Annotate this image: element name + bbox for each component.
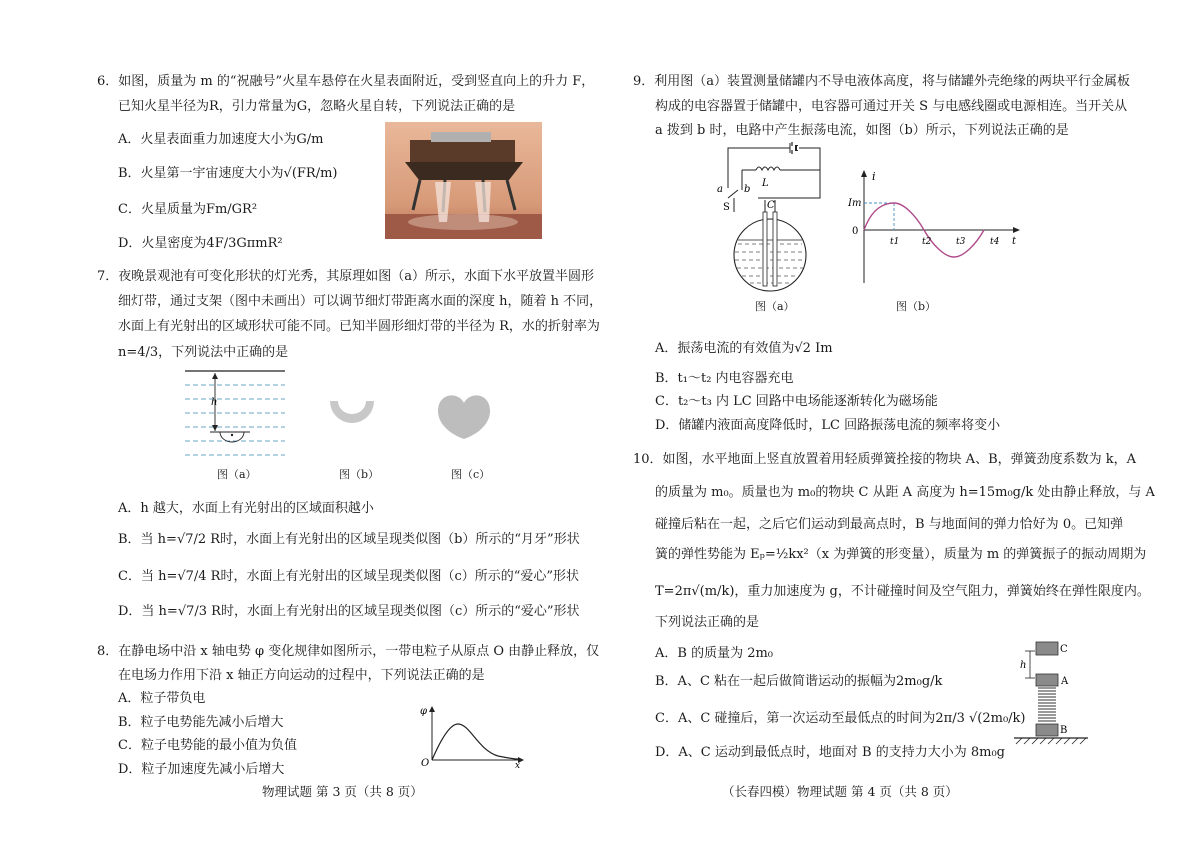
q8-label-o: O xyxy=(421,758,430,768)
q9-label-t2: t2 xyxy=(922,237,932,247)
q10-label-a: A xyxy=(1061,676,1069,687)
q9-line-3: a 拨到 b 时，电路中产生振荡电流，如图（b）所示，下列说法正确的是 xyxy=(655,123,1069,138)
q9-label-im: Im xyxy=(848,198,862,209)
q7-figure-c-heart xyxy=(436,393,492,441)
q9-figure-b-current-graph xyxy=(846,168,1024,288)
q9-option-c: C．t₂～t₃ 内 LC 回路中电场能逐渐转化为磁场能 xyxy=(655,394,938,409)
q8-label-x: x xyxy=(515,761,521,768)
q9-caption-a: 图（a） xyxy=(755,300,795,313)
q7-option-b: B．当 h=√7/2 R时，水面上有光射出的区域呈现类似图（b）所示的“月牙”形状 xyxy=(118,532,580,547)
q7-line-2: 细灯带，通过支架（图中未画出）可以调节细灯带距离水面的深度 h，随着 h 不同， xyxy=(118,294,603,309)
q9-option-d: D．储罐内液面高度降低时，LC 回路振荡电流的频率将变小 xyxy=(655,418,1001,433)
q9-option-b: B．t₁～t₂ 内电容器充电 xyxy=(655,371,794,386)
q10-option-b: B．A、C 粘在一起后做简谐运动的振幅为2m₀g/k xyxy=(655,674,943,689)
q10-option-a: A．B 的质量为 2m₀ xyxy=(655,646,774,661)
q9-label-t1: t1 xyxy=(890,237,900,247)
q8-line-1: 8．在静电场中沿 x 轴电势 φ 变化规律如图所示，一带电粒子从原点 O 由静止释放，仅 xyxy=(97,644,600,659)
q10-line-5: T=2π√(m/k)，重力加速度为 g，不计碰撞时间及空气阻力，弹簧始终在弹性限度内。 xyxy=(655,584,1150,599)
q7-label-h: h xyxy=(211,397,218,408)
q7-line-3: 水面上有光射出的区域形状可能不同。已知半圆形细灯带的半径为 R，水的折射率为 xyxy=(118,319,600,334)
q9-label-t4: t4 xyxy=(990,237,1000,247)
q10-option-d: D．A、C 运动到最低点时，地面对 B 的支持力大小为 8m₀g xyxy=(655,745,1005,760)
q9-label-a: a xyxy=(717,184,723,195)
q9-line-2: 构成的电容器置于储罐中，电容器可通过开关 S 与电感线圈或电源相连。当开关从 xyxy=(655,99,1128,114)
q8-label-phi: φ xyxy=(420,706,428,717)
q7-caption-c: 图（c） xyxy=(451,468,491,481)
q8-line-2: 在电场力作用下沿 x 轴正方向运动的过程中，下列说法正确的是 xyxy=(118,668,485,683)
q8-potential-graph xyxy=(418,702,528,768)
q9-label-l: L xyxy=(762,178,769,189)
q7-line-1: 7．夜晚景观池有可变化形状的灯光秀，其原理如图（a）所示，水面下水平放置半圆形 xyxy=(97,269,595,284)
q9-option-a: A．振荡电流的有效值为√2 Im xyxy=(655,341,833,356)
right-footer: （长春四模）物理试题 第 4 页（共 8 页） xyxy=(722,784,958,799)
q8-option-a: A．粒子带负电 xyxy=(118,691,206,706)
q7-line-4: n=4/3，下列说法中正确的是 xyxy=(118,345,289,360)
q8-option-d: D．粒子加速度先减小后增大 xyxy=(118,762,285,777)
q10-line-2: 的质量为 m₀。质量也为 m₀的物块 C 从距 A 高度为 h=15m₀g/k 处由静止释放，与 A xyxy=(655,485,1155,500)
q9-label-t: t xyxy=(1012,236,1017,247)
q6-option-c: C．火星质量为Fm/GR² xyxy=(118,202,258,217)
q7-figure-b-crescent xyxy=(328,395,376,437)
q10-line-4: 簧的弹性势能为 Eₚ=½kx²（x 为弹簧的形变量），质量为 m 的弹簧振子的振动周期为 xyxy=(655,547,1147,562)
q9-label-c: C xyxy=(767,200,775,211)
q9-label-b: b xyxy=(744,184,751,195)
q6-line-2: 已知火星半径为R，引力常量为G，忽略火星自转，下列说法正确的是 xyxy=(118,99,516,114)
q10-label-b: B xyxy=(1060,725,1068,736)
q9-label-t3: t3 xyxy=(956,237,966,247)
q10-spring-figure xyxy=(1008,638,1094,746)
q8-option-c: C．粒子电势能的最小值为负值 xyxy=(118,738,297,753)
q10-label-c: C xyxy=(1060,644,1068,655)
q10-line-3: 碰撞后粘在一起，之后它们运动到最高点时，B 与地面间的弹力恰好为 0。已知弹 xyxy=(655,517,1124,532)
q6-option-b: B．火星第一宇宙速度大小为√(FR/m) xyxy=(118,166,338,181)
q9-label-zero: 0 xyxy=(852,226,859,237)
q6-option-a: A．火星表面重力加速度大小为G/m xyxy=(118,132,324,147)
q7-caption-b: 图（b） xyxy=(339,468,380,481)
q6-line-1: 6．如图，质量为 m 的“祝融号”火星车悬停在火星表面附近，受到竖直向上的升力 F， xyxy=(97,74,595,89)
q10-label-h: h xyxy=(1020,660,1027,671)
q7-figure-a xyxy=(180,365,290,465)
q10-line-6: 下列说法正确的是 xyxy=(655,615,760,630)
q7-option-d: D．当 h=√7/3 R时，水面上有光射出的区域呈现类似图（c）所示的“爱心”形状 xyxy=(118,604,580,619)
q10-line-1: 10．如图，水平地面上竖直放置着用轻质弹簧拴接的物块 A、B，弹簧劲度系数为 k，A xyxy=(633,452,1137,467)
mars-lander-image xyxy=(385,122,542,239)
q9-caption-b: 图（b） xyxy=(896,300,937,313)
q8-option-b: B．粒子电势能先减小后增大 xyxy=(118,715,284,730)
left-footer: 物理试题 第 3 页（共 8 页） xyxy=(262,784,423,799)
q10-option-c: C．A、C 碰撞后，第一次运动至最低点的时间为2π/3 √(2m₀/k) xyxy=(655,711,1026,726)
q7-option-c: C．当 h=√7/4 R时，水面上有光射出的区域呈现类似图（c）所示的“爱心”形状 xyxy=(118,569,580,584)
q9-label-i: i xyxy=(872,170,876,183)
q9-figure-a-circuit xyxy=(712,140,828,295)
q9-line-1: 9．利用图（a）装置测量储罐内不导电液体高度，将与储罐外壳绝缘的两块平行金属板 xyxy=(633,74,1131,89)
q7-caption-a: 图（a） xyxy=(217,468,257,481)
q6-option-d: D．火星密度为4F/3GπmR² xyxy=(118,236,283,251)
q9-label-s: S xyxy=(723,202,730,213)
q7-option-a: A．h 越大，水面上有光射出的区域面积越小 xyxy=(118,501,374,516)
